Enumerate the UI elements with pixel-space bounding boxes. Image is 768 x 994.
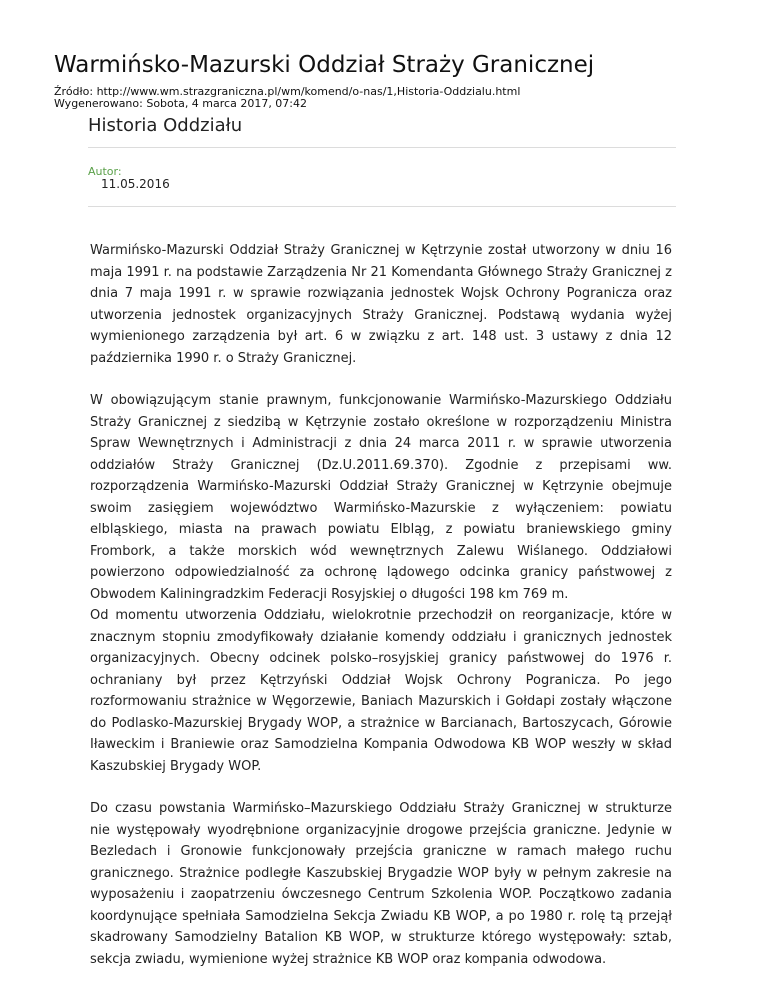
- paragraph: Od momentu utworzenia Oddziału, wielokrotnie przechodził on reorganizacje, które w znacznym stopniu zmodyfikowały działanie komendy oddziału i granicznych jednostek organizacyjnych. Obecny odcinek polsko–rosyjskiej granicy państwowej do 1976 r. ochraniany był przez Kętrzyński Oddział Wojsk Ochrony Pogranicza. Po jego rozformowaniu strażnice w Węgorzewie, Baniach Mazurskich i Gołdapi zostały włączone do Podlasko-Mazurskiej Brygady WOP, a strażnice w Barcianach, Bartoszycach, Górowie Iławeckim i Braniewie oraz Samodzielna Kompania Odwodowa KB WOP weszły w skład Kaszubskiej Brygady WOP.: [90, 608, 672, 774]
- paragraph: Do czasu powstania Warmińsko–Mazurskiego Oddziału Straży Granicznej w strukturze nie występowały wyodrębnione organizacyjnie drogowe przejścia graniczne. Jedynie w Bezledach i Gronowie funkcjonowały przejścia graniczne w ramach małego ruchu granicznego. Strażnice podległe Kaszubskiej Brygadzie WOP były w pełnym zakresie na wyposażeniu i zaopatrzeniu ówczesnego Centrum Szkolenia WOP. Początkowo zadania koordynujące spełniała Samodzielna Sekcja Zwiadu KB WOP, a po 1980 r. rolę tą przejął skadrowany Samodzielny Batalion KB WOP, w strukturze którego występowały: sztab, sekcja zwiadu, wymienione wyżej strażnice KB WOP oraz kompania odwodowa.: [90, 801, 672, 967]
- paragraph: W obowiązującym stanie prawnym, funkcjonowanie Warmińsko-Mazurskiego Oddziału Straży Granicznej z siedzibą w Kętrzynie zostało określone w rozporządzeniu Ministra Spraw Wewnętrznych i Administracji z dnia 24 marca 2011 r. w sprawie utworzenia oddziałów Straży Granicznej (Dz.U.2011.69.370). Zgodnie z przepisami ww. rozporządzenia Warmińsko-Mazurski Oddział Straży Granicznej w Kętrzynie obejmuje swoim zasięgiem województwo Warmińsko-Mazurskie z wyłączeniem: powiatu elbląskiego, miasta na prawach powiatu Elbląg, z powiatu braniewskiego gminy Frombork, a także morskich wód wewnętrznych Zalewu Wiślanego. Oddziałowi powierzono odpowiedzialność za ochronę lądowego odcinka granicy państwowej z Obwodem Kaliningradzkim Federacji Rosyjskiej o długości 198 km 769 m.: [90, 393, 672, 602]
- site-title: Warmińsko-Mazurski Oddział Straży Granicznej: [54, 52, 595, 78]
- article-title: Historia Oddziału: [88, 115, 243, 136]
- print-meta: [54, 86, 520, 110]
- source-line: Źródło: http://www.wm.strazgraniczna.pl/wm/komend/o-nas/1,Historia-Oddzialu.html: [54, 85, 521, 98]
- paragraph: Warmińsko-Mazurski Oddział Straży Granicznej w Kętrzynie został utworzony w dniu 16 maja 1991 r. na podstawie Zarządzenia Nr 21 Komendanta Głównego Straży Granicznej z dnia 7 maja 1991 r. w sprawie rozwiązania jednostek Wojsk Ochrony Pogranicza oraz utworzenia jednostek organizacyjnych Straży Granicznej. Podstawą wydania wyżej wymienionego zarządzenia był art. 6 w związku z art. 148 ust. 3 ustawy z dnia 12 października 1990 r. o Straży Granicznej.: [90, 243, 672, 366]
- article-date: 11.05.2016: [101, 177, 170, 191]
- article-body: [90, 240, 672, 991]
- divider: [88, 206, 676, 207]
- author-label: Autor:: [88, 165, 122, 178]
- generated-line: Wygenerowano: Sobota, 4 marca 2017, 07:42: [54, 97, 308, 110]
- divider: [88, 147, 676, 148]
